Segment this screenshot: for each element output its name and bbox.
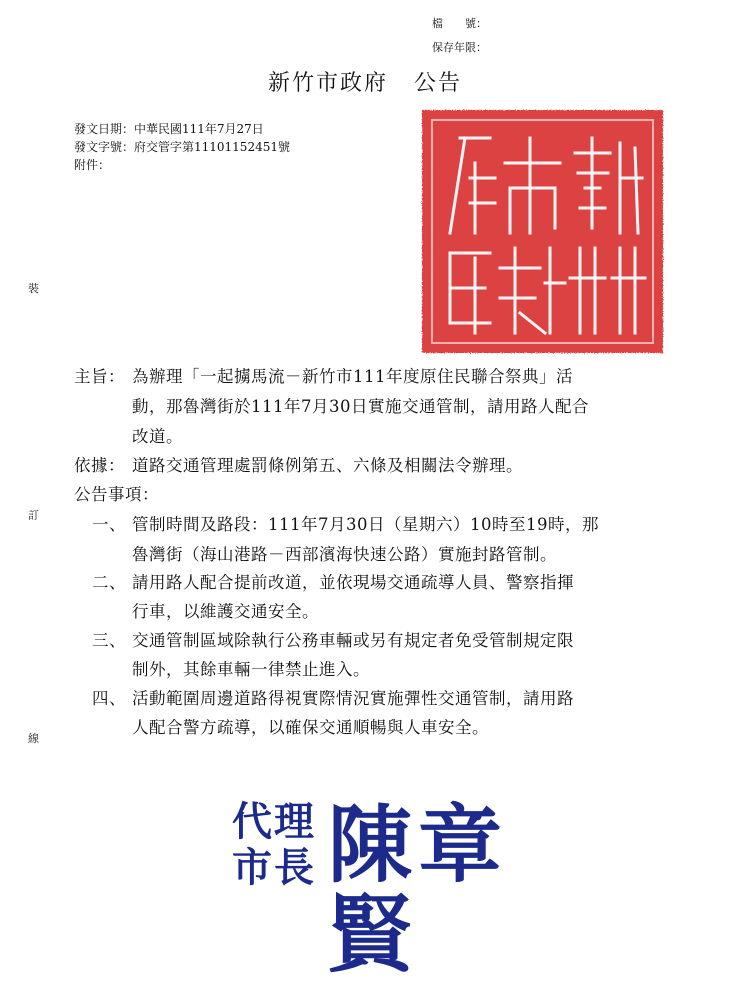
notice-item-line: 活動範圍周邊道路得視實際情況實施彈性交通管制，請用路 <box>132 689 574 708</box>
official-seal <box>420 108 665 355</box>
seal-graphic <box>420 108 665 355</box>
retention-label: 保存年限： <box>432 41 487 54</box>
binding-mark-middle: 訂 <box>28 509 39 522</box>
notice-item-line: 管制時間及路段：111年7月30日（星期六）10時至19時，那 <box>132 515 599 534</box>
document-meta <box>74 120 290 174</box>
basis-text: 道路交通管理處罰條例第五、六條及相關法令辦理。 <box>132 456 523 475</box>
notice-item-number: 二、 <box>92 573 126 592</box>
file-number-label: 檔 號： <box>432 17 487 30</box>
signature-block <box>232 795 572 984</box>
notice-item-line: 制外，其餘車輛一律禁止進入。 <box>132 660 370 679</box>
subject-line-2: 動，那魯灣街於111年7月30日實施交通管制，請用路人配合 <box>132 397 589 416</box>
attachment-label: 附件： <box>74 158 111 172</box>
notice-item-line: 行車，以維護交通安全。 <box>132 602 319 621</box>
notice-item-line: 交通管制區域除執行公務車輛或另有規定者免受管制規定限 <box>132 631 574 650</box>
notice-item-number: 一、 <box>92 515 126 534</box>
basis-label: 依據： <box>74 456 125 475</box>
subject-line-3: 改道。 <box>132 427 183 446</box>
signature-name: 陳章賢 <box>328 795 509 984</box>
signature-title-bottom: 市長 <box>232 845 316 891</box>
title-issuer: 新竹市政府 <box>267 71 388 96</box>
subject-line-1: 為辦理「一起擄馬流－新竹市111年度原住民聯合祭典」活 <box>132 367 573 386</box>
notice-item-line: 請用路人配合提前改道，並依現場交通疏導人員、警察指揮 <box>132 573 574 592</box>
file-meta <box>432 12 492 60</box>
binding-mark-top: 裝 <box>28 282 39 295</box>
binding-mark-bottom: 線 <box>28 732 39 745</box>
subject-label: 主旨： <box>74 367 125 386</box>
title-type: 公告 <box>414 71 463 96</box>
notice-item-number: 三、 <box>92 631 126 650</box>
notice-item-number: 四、 <box>92 689 126 708</box>
notice-item-line: 魯灣街（海山港路－西部濱海快速公路）實施封路管制。 <box>132 545 557 564</box>
document-number: 發文字號：府交管字第11101152451號 <box>74 140 290 154</box>
notice-label: 公告事項： <box>74 485 159 504</box>
signature-title-top: 代理 <box>232 799 316 845</box>
page-title <box>0 66 730 97</box>
notice-item-line: 人配合警方疏導，以確保交通順暢與人車安全。 <box>132 718 489 737</box>
issue-date: 發文日期：中華民國111年7月27日 <box>74 122 264 136</box>
